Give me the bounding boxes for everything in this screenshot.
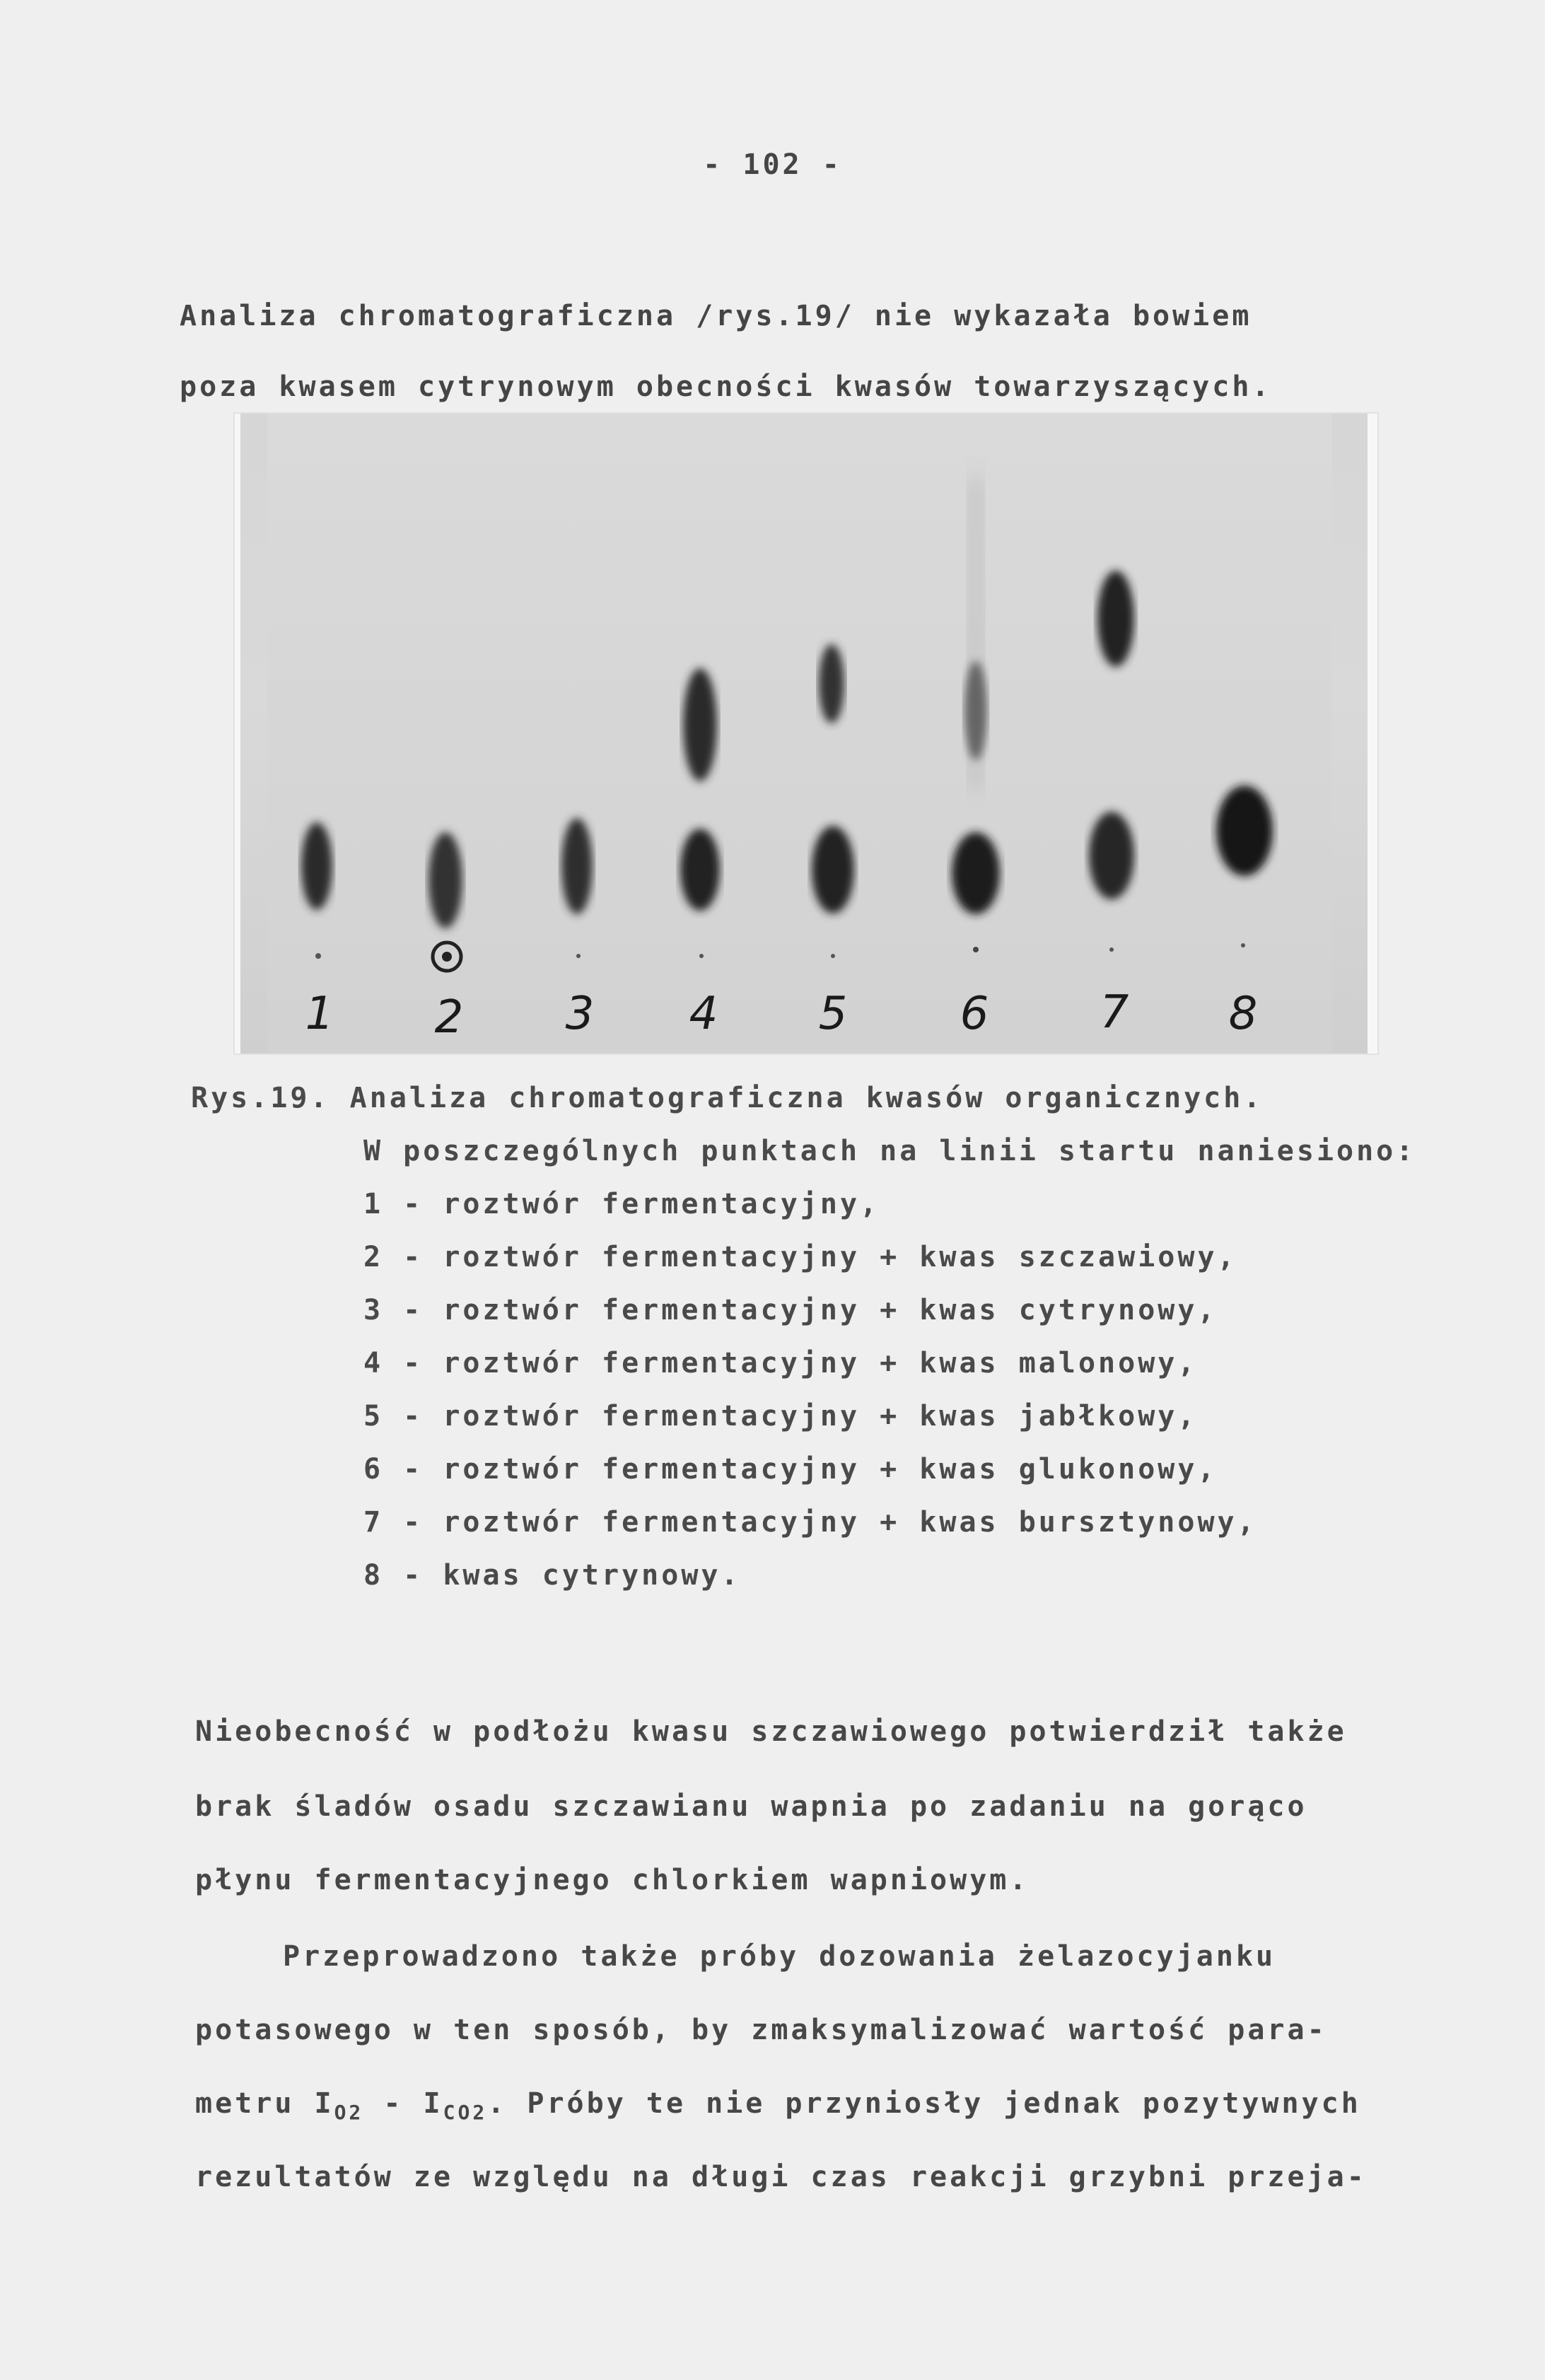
start-dot-lane-5 [831, 954, 835, 958]
legend-item: 5 - roztwór fermentacyjny + kwas jabłkowy, [363, 1400, 1198, 1433]
paragraph-1-line-3: płynu fermentacyjnego chlorkiem wapniowym. [195, 1864, 1030, 1896]
paragraph-2-line-4: rezultatów ze względu na długi czas reakcji grzybni przeja- [195, 2161, 1367, 2193]
spot-lane-5-upper [819, 644, 844, 723]
lane-label-5: 5 [818, 988, 848, 1040]
legend-item: 4 - roztwór fermentacyjny + kwas malonowy, [363, 1347, 1198, 1379]
spot-lane-7-lower [1089, 812, 1134, 899]
start-dot-lane-6 [973, 947, 979, 952]
spot-lane-4-lower [680, 829, 720, 911]
chromatogram-spots [240, 414, 1368, 1054]
chromatogram-photo [235, 414, 1377, 1054]
start-dot-lane-4 [699, 954, 704, 958]
spot-lane-3 [561, 818, 593, 914]
spot-lane-4-upper [683, 668, 717, 781]
start-dot-lane-3 [576, 954, 581, 958]
paragraph-1-line-2: brak śladów osadu szczawianu wapnia po zadaniu na gorąco [195, 1790, 1307, 1823]
spot-lane-1 [301, 822, 332, 910]
caption-title: Rys.19. Analiza chromatograficzna kwasów organicznych. [191, 1082, 1264, 1114]
paragraph-2-line-2: potasowego w ten sposób, by zmaksymalizować wartość para- [195, 2014, 1327, 2046]
lane-label-6: 6 [960, 988, 989, 1040]
lane-label-1: 1 [305, 988, 334, 1040]
intro-line-2: poza kwasem cytrynowym obecności kwasów towarzyszących. [180, 371, 1272, 403]
spot-lane-6-lower [952, 832, 1000, 914]
caption-intro: W poszczególnych punktach na linii startu naniesiono: [363, 1135, 1416, 1167]
legend-item: 6 - roztwór fermentacyjny + kwas glukonowy, [363, 1453, 1218, 1486]
lane-label-7: 7 [1100, 986, 1129, 1039]
lane-label-4: 4 [689, 988, 718, 1040]
paragraph-2-line-3: metru $I_{O2} - I_{CO2}$. Próby te nie przyniosły jednak pozytywnych [195, 2087, 1361, 2124]
legend-item: 1 - roztwór fermentacyjny, [363, 1188, 880, 1220]
paragraph-1-line-1: Nieobecność w podłożu kwasu szczawiowego potwierdził także [195, 1715, 1347, 1748]
legend-item: 2 - roztwór fermentacyjny + kwas szczawiowy, [363, 1241, 1237, 1273]
lane-label-8: 8 [1228, 988, 1258, 1040]
legend-item: 8 - kwas cytrynowy. [363, 1559, 741, 1592]
spot-lane-8 [1216, 786, 1273, 876]
legend-item: 3 - roztwór fermentacyjny + kwas cytrynowy, [363, 1294, 1218, 1326]
lane-label-2: 2 [434, 991, 464, 1044]
spot-lane-2 [428, 832, 462, 928]
start-dot-lane-1 [315, 953, 321, 959]
page-number: - 102 - [703, 148, 842, 181]
spot-lane-7-upper [1097, 571, 1134, 667]
lane-label-3: 3 [565, 988, 595, 1040]
intro-line-1: Analiza chromatograficzna /rys.19/ nie wykazała bowiem [180, 300, 1252, 332]
start-dot-lane-8 [1241, 943, 1245, 947]
start-dot-lane-7 [1109, 947, 1114, 952]
legend-item: 7 - roztwór fermentacyjny + kwas bursztynowy, [363, 1506, 1257, 1539]
spot-lane-6-upper [964, 661, 987, 760]
spot-lane-5-lower [812, 826, 854, 914]
paragraph-2-line-1: Przeprowadzono także próby dozowania żelazocyjanku [283, 1940, 1276, 1973]
